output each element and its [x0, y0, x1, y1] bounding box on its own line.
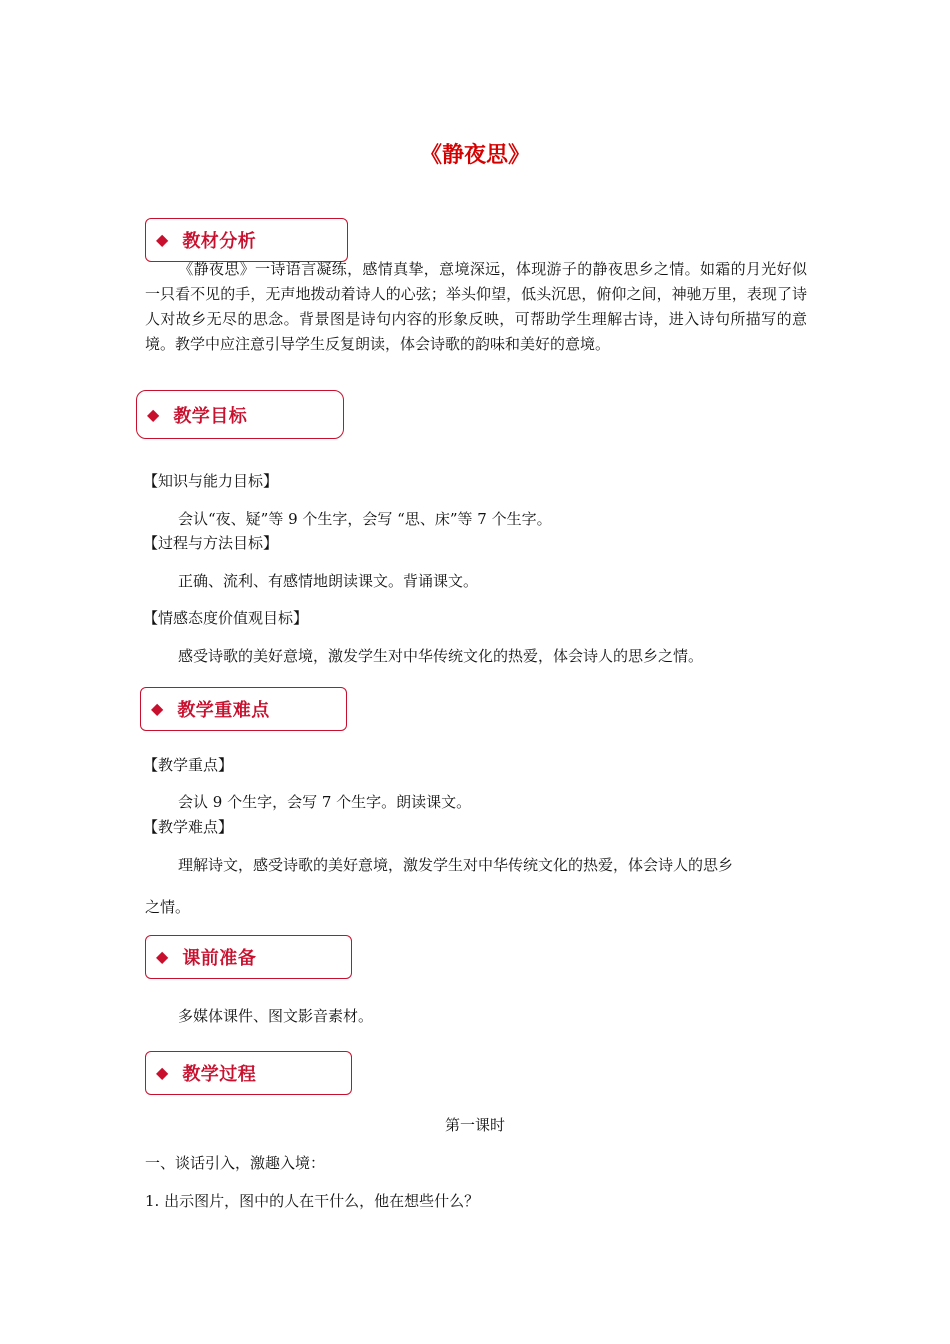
section-header-process: [145, 1051, 352, 1095]
section-header-analysis: [145, 218, 348, 262]
difficult-point-text: 理解诗文，感受诗歌的美好意境，激发学生对中华传统文化的热爱，体会诗人的思乡: [178, 856, 734, 874]
process-goal-label: 【过程与方法目标】: [143, 534, 279, 552]
process-goal-text: 正确、流利、有感情地朗读课文。背诵课文。: [178, 572, 479, 590]
knowledge-goal-text: 会认“夜、疑”等 9 个生字，会写 “思、床”等 7 个生字。: [178, 510, 552, 528]
section-heading: 教学过程: [182, 1064, 257, 1085]
key-point-text: 会认 9 个生字，会写 7 个生字。朗读课文。: [178, 793, 472, 811]
difficult-point-text-continued: 之情。: [145, 898, 191, 916]
diamond-icon: ◆: [156, 947, 169, 966]
emotion-goal-text: 感受诗歌的美好意境，激发学生对中华传统文化的热爱，体会诗人的思乡之情。: [178, 647, 704, 665]
difficult-point-label: 【教学难点】: [143, 818, 234, 836]
knowledge-goal-label: 【知识与能力目标】: [143, 472, 279, 490]
diamond-icon: ◆: [151, 699, 164, 718]
step-item: 1. 出示图片，图中的人在干什么，他在想些什么？: [145, 1192, 480, 1210]
section-header-goals: [136, 390, 344, 439]
section-heading: 教学重难点: [177, 700, 270, 721]
section-heading: 教材分析: [182, 231, 257, 252]
diamond-icon: ◆: [156, 1063, 169, 1082]
lesson-label: 第一课时: [444, 1116, 505, 1134]
analysis-text: 《静夜思》一诗语言凝练，感情真挚，意境深远，体现游子的静夜思乡之情。如霜的月光好似一只看不见的手，无声地拨动着诗人的心弦；举头仰望，低头沉思，俯仰之间，神驰万里，表现了诗人对故乡无尽的思念。背景图是诗句内容的形象反映，可帮助学生理解古诗，进入诗句所描写的意境。教学中应注意引导学生反复朗读，体会诗歌的韵味和美好的意境。: [145, 260, 807, 353]
step-heading: 一、谈话引入，激趣入境：: [145, 1154, 326, 1172]
analysis-paragraph: [145, 257, 807, 357]
section-heading: 课前准备: [182, 948, 257, 969]
key-point-label: 【教学重点】: [143, 756, 234, 774]
preparation-text: 多媒体课件、图文影音素材。: [178, 1007, 374, 1025]
diamond-icon: ◆: [156, 230, 169, 249]
section-header-keypoints: [140, 687, 347, 731]
section-heading: 教学目标: [173, 405, 248, 427]
section-header-preparation: [145, 935, 352, 979]
emotion-goal-label: 【情感态度价值观目标】: [143, 609, 309, 627]
document-title: 《静夜思》: [419, 142, 530, 168]
diamond-icon: ◆: [147, 404, 160, 424]
